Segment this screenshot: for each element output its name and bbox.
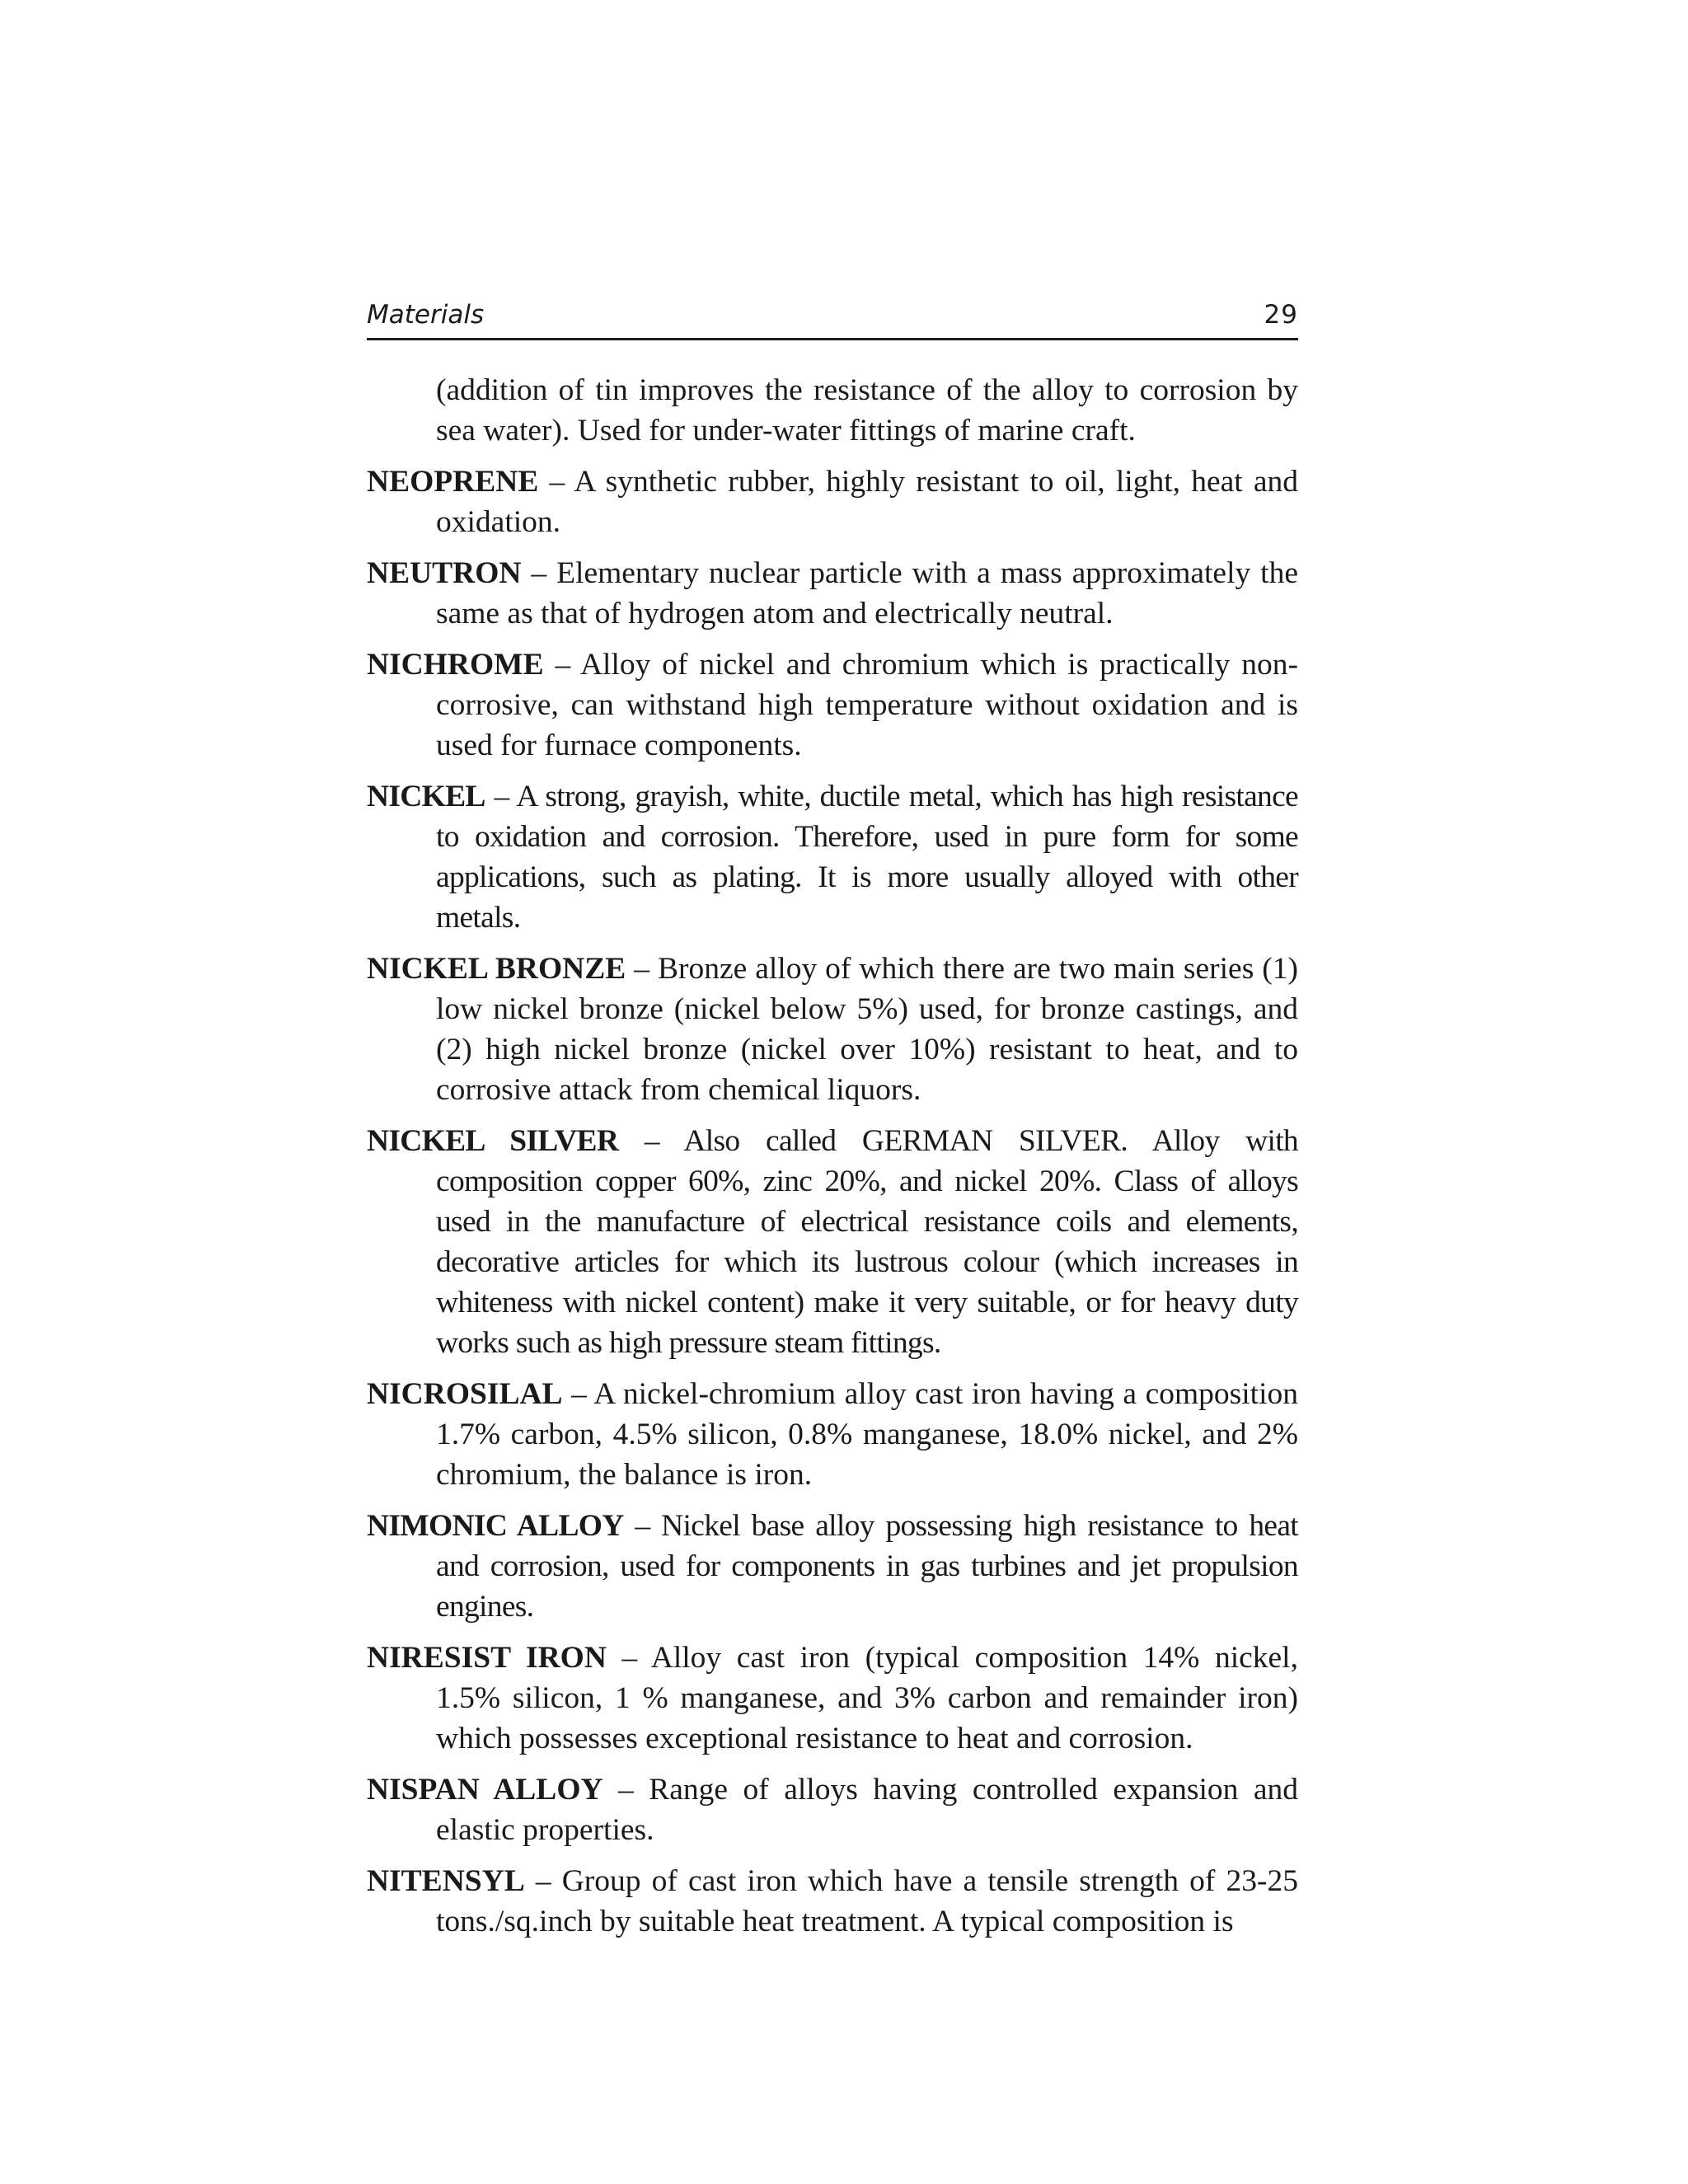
glossary-entry-nichrome <box>367 644 1298 766</box>
entry-term: NITENSYL <box>367 1864 525 1898</box>
entry-term: NEUTRON <box>367 556 522 590</box>
glossary-entry-nicrosilal <box>367 1374 1298 1495</box>
continued-definition: (addition of tin improves the resistance of the alloy to corrosion by sea water). Used for under-water fittings of marine craft. <box>436 373 1298 448</box>
entry-definition: – A synthetic rubber, highly resistant to oil, light, heat and oxidation. <box>436 465 1298 539</box>
entry-term: NICKEL SILVER <box>367 1124 619 1158</box>
glossary-entry-nickel <box>367 776 1298 938</box>
glossary-entry-neutron <box>367 553 1298 634</box>
entry-term: NICHROME <box>367 648 544 682</box>
entry-definition: – Group of cast iron which have a tensile strength of 23-25 tons./sq.inch by suitable heat treatment. A typical composition is <box>436 1864 1298 1938</box>
glossary-entry-nimonic-alloy <box>367 1506 1298 1627</box>
entry-term: NICKEL <box>367 780 485 813</box>
glossary-entry-nickel-bronze <box>367 949 1298 1110</box>
glossary-body <box>367 370 1298 1942</box>
entry-term: NICROSILAL <box>367 1377 563 1411</box>
entry-term: NISPAN ALLOY <box>367 1773 603 1807</box>
running-header <box>367 288 1298 340</box>
entry-definition: – Elementary nuclear particle with a mass approximately the same as that of hydrogen atom and electrically neutral. <box>436 556 1298 630</box>
glossary-entry-neoprene <box>367 462 1298 542</box>
glossary-entry-nickel-silver <box>367 1121 1298 1363</box>
entry-definition: – Alloy of nickel and chromium which is practically non-corrosive, can withstand high temperature without oxidation and is used for furnace components. <box>436 648 1298 762</box>
entry-term: NEOPRENE <box>367 465 539 499</box>
entry-definition: – Bronze alloy of which there are two main series (1) low nickel bronze (nickel below 5%) used, for bronze castings, and (2) high nickel bronze (nickel over 10%) resistant to heat, and to corrosive attack from chemical liquors. <box>436 952 1298 1107</box>
glossary-entry-nispan-alloy <box>367 1769 1298 1850</box>
page-number: 29 <box>1264 300 1298 330</box>
entry-term: NIMONIC ALLOY <box>367 1509 624 1543</box>
entry-term: NICKEL BRONZE <box>367 952 626 986</box>
document-page <box>367 288 1298 1952</box>
entry-definition: – Alloy cast iron (typical composition 14% nickel, 1.5% silicon, 1 % manganese, and 3% carbon and remainder iron) which possesses exceptional resistance to heat and corrosion. <box>436 1641 1298 1755</box>
entry-definition: – Range of alloys having controlled expansion and elastic properties. <box>436 1773 1298 1847</box>
entry-definition: – A nickel-chromium alloy cast iron having a composition 1.7% carbon, 4.5% silicon, 0.8% manganese, 18.0% nickel, and 2% chromium, the balance is iron. <box>436 1377 1298 1492</box>
glossary-entry-niresist-iron <box>367 1638 1298 1759</box>
entry-definition: – Nickel base alloy possessing high resistance to heat and corrosion, used for components in gas turbines and jet propulsion engines. <box>436 1509 1298 1624</box>
entry-term: NIRESIST IRON <box>367 1641 607 1675</box>
entry-definition: – Also called GERMAN SILVER. Alloy with composition copper 60%, zinc 20%, and nickel 20%. Class of alloys used in the manufacture of electrical resistance coils and elements, decorative articles for which its lustrous colour (which increases in whiteness with nickel content) make it very suitable, or for heavy duty works such as high pressure steam fittings. <box>436 1124 1298 1360</box>
section-title: Materials <box>367 300 485 330</box>
entry-definition: – A strong, grayish, white, ductile metal, which has high resistance to oxidation and corrosion. Therefore, used in pure form for some applications, such as plating. It is more usually alloyed with other metals. <box>436 780 1298 935</box>
glossary-entry-nitensyl <box>367 1861 1298 1942</box>
